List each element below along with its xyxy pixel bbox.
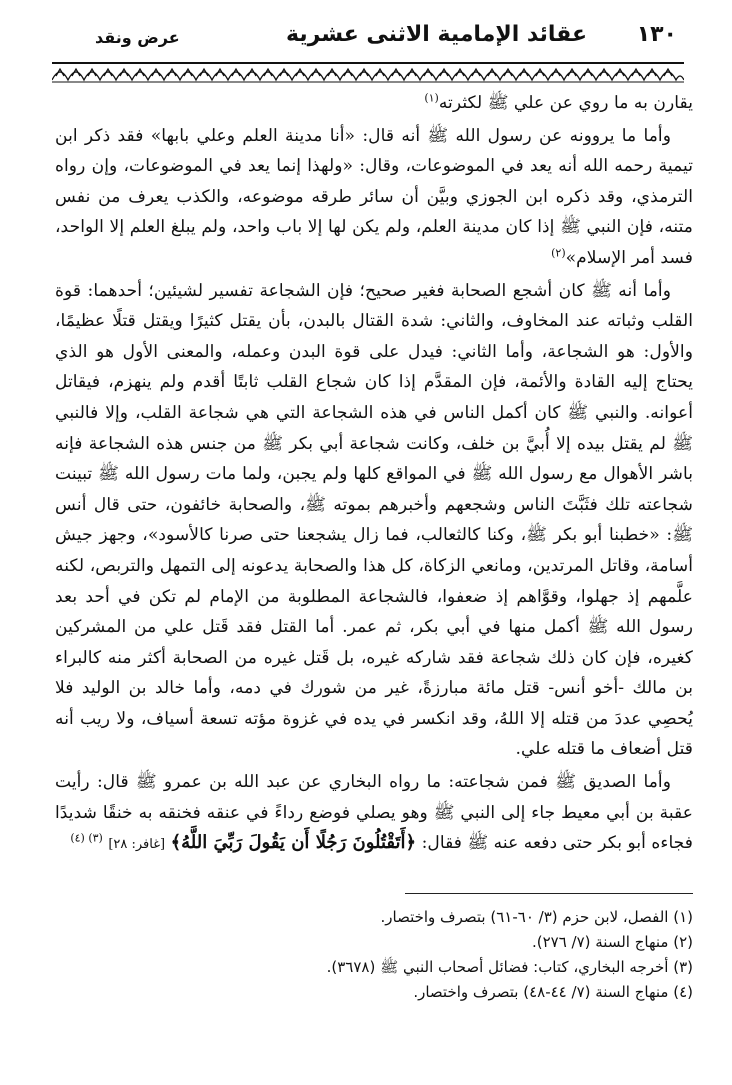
main-text [55,88,693,863]
footnote: (٤) منهاج السنة (٧/ ٤٤-٤٨) بتصرف واختصار. [413,983,693,1001]
paragraph [55,88,693,119]
footnote-marker: (١) [424,91,439,105]
paragraph-text: وأما الصديق ﷺ فمن شجاعته: ما رواه البخاري عن عبد الله بن عمرو ﷺ قال: رأيت عقبة بن أبي معيط جاء إلى النبي ﷺ وهو يصلي فوضع رداءً في عنقه فخنقه به خنقًا شديدًا فجاءه أبو بكر حتى دفعه عنه ﷺ فقال: [55,772,693,854]
footnote-divider [405,893,693,894]
paragraph [55,767,693,861]
footnotes [100,905,693,1005]
page-number: ١٣٠ [636,22,677,47]
quran-verse: ﴿أَتَقْتُلُونَ رَجُلًا أَن يَقُولَ رَبِّيَ اللَّهُ﴾ [170,832,417,854]
verse-reference: [غافر: ٢٨] [108,837,166,853]
section-title: عرض ونقد [95,28,180,47]
footnote: (٣) أخرجه البخاري، كتاب: فضائل أصحاب النبي ﷺ (٣٦٧٨). [326,958,693,976]
footnote: (١) الفصل، لابن حزم (٣/ ٦٠-٦١) بتصرف واختصار. [380,908,693,926]
paragraph [55,121,693,274]
paragraph-text: وأما ما يروونه عن رسول الله ﷺ أنه قال: «أنا مدينة العلم وعلي بابها» فقد ذكر ابن تيمية رحمه الله أنه يعد في الموضوعات، وقال: «ولهذا إنما يعد في الموضوعات، وإن رواه الترمذي، وقد ذكره ابن الجوزي وبيَّن أن سائر طرقه موضوعه، والكذب يعرف من نفس متنه، فإن النبي ﷺ إذا كان مدينة العلم، ولم يكن لها إلا باب واحد، ولم يبلغ العلم إلا الواحد، فسد أمر الإسلام» [55,125,693,268]
paragraph [55,276,693,766]
footnote-marker: (٣) (٤) [70,831,103,845]
footnote-marker: (٢) [551,246,566,260]
footnote: (٢) منهاج السنة (٧/ ٢٧٦). [531,933,693,951]
paragraph-text: يقارن به ما روي عن علي ﷺ لكثرته [438,93,693,113]
paragraph-text: وأما أنه ﷺ كان أشجع الصحابة فغير صحيح؛ فإن الشجاعة تفسير لشيئين؛ أحدهما: قوة القلب وثباته عند المخاوف، والثاني: شدة القتال بالبدن، بأن يقتل كثيرًا ويقتل قتلًا عظيمًا، والأول: هو الشجاعة، وأما الثاني: فيدل على قوة البدن وعمله، والمعنى الأول هو الذي يحتاج إليه القادة والأئمة، فإن المقدَّم إذا كان شجاع القلب ثابتًا أقدم ولم ينهزم، فيقاتل أعوانه. والنبي ﷺ كان أكمل الناس في هذه الشجاعة التي هي شجاعة القلب، وإلا فالنبي ﷺ لم يقتل بيده إلا أُبيَّ بن خلف، وكانت شجاعة أبي بكر ﷺ من جنس هذه الشجاعة فإنه باشر الأهوال مع رسول الله ﷺ في المواقع كلها ولم يجبن، ولما مات رسول الله ﷺ تبينت شجاعته تلك فثَبَّتَ الناس وشجعهم وأخبرهم بموته ﷺ، والصحابة خائفون، حتى قال أنس ﷺ: «خطبنا أبو بكر ﷺ، وكنا كالثعالب، فما زال يشجعنا حتى صرنا كالأسود»، وجهز جيش أسامة، وقاتل المرتدين، ومانعي الزكاة، كل هذا والصحابة يدعونه إلى التمهل والتربص، لكنه علَّمهم إذ جهلوا، وقوَّاهم إذ ضعفوا، فالشجاعة المطلوبة من الإمام لم تكن في أحد بعد رسول الله ﷺ أكمل منها في أبي بكر، ثم عمر. أما القتل فقد قَتل علي من المشركين كغيره، فإن كان ذلك شجاعة فقد شاركه غيره، بل قَتل غيره من الصحابة أكثر منه كالبراء بن مالك -أخو أنس- قتل مائة مبارزةً، غير من شورك في دمه، وأما خالد بن الوليد فلا يُحصِي عددَ من قتله إلا اللهُ، وقد انكسر في يده في غزوة مؤته تسعة أسياف، ولا ريب أنه قتل أضعاف ما قتله علي. [55,280,693,760]
ornamental-border [52,58,684,86]
running-header [95,22,677,56]
book-title: عقائد الإمامية الاثنى عشرية [286,22,587,47]
